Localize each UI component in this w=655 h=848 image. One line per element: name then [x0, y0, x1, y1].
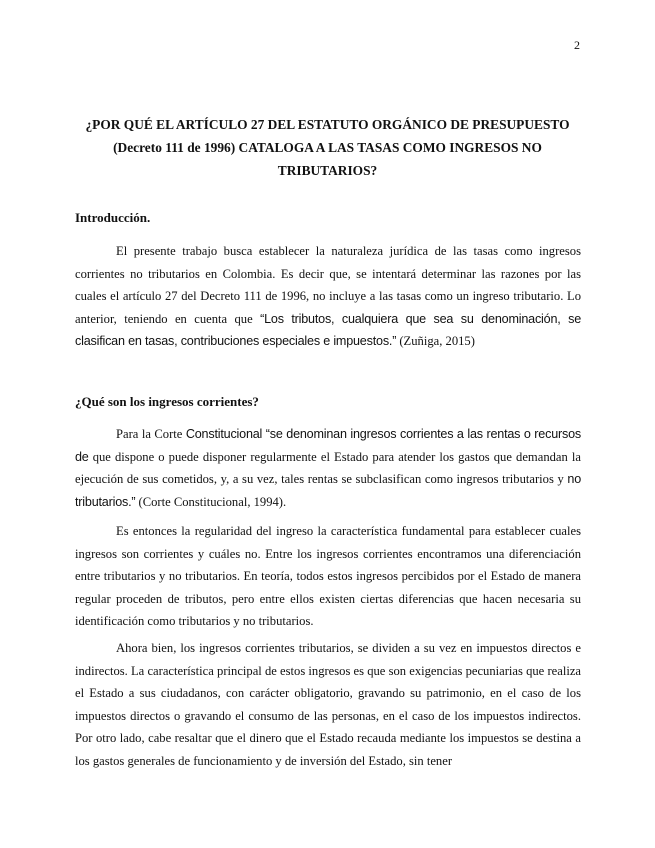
title-line-2: (Decreto 111 de 1996) CATALOGA A LAS TASAS COMO INGRESOS NO	[113, 140, 542, 155]
title-line-3: TRIBUTARIOS?	[277, 163, 378, 178]
ingresos-p1-rest: que dispone o puede disponer regularmente el Estado para atender los gastos que demandan la ejecución de sus cometidos, y, a su vez, tales rentas se subclasifican como ingresos tributarios y	[75, 449, 581, 487]
ingresos-paragraph-1	[75, 423, 581, 513]
intro-citation: (Zuñiga, 2015)	[396, 334, 475, 349]
ingresos-p1-quote: Constitucional “se denominan ingresos corrientes a las rentas o recursos de	[75, 427, 581, 464]
ingresos-heading: ¿Qué son los ingresos corrientes?	[75, 394, 259, 409]
page-number: 2	[574, 38, 580, 52]
ingresos-p1-text: Para la Corte	[116, 427, 186, 441]
intro-heading: Introducción.	[75, 210, 151, 225]
ingresos-p1-citation: (Corte Constitucional, 1994).	[135, 494, 287, 509]
intro-quote: “Los tributos, cualquiera que sea su denominación, se clasifican en tasas, contribuciones especiales e impuestos.”	[75, 311, 582, 349]
ingresos-paragraph-3: Ahora bien, los ingresos corrientes tributarios, se dividen a su vez en impuestos directos e indirectos. La característica principal de estos ingresos es que son exigencias pecuniarias que realiza el Estado a sus ciudadanos, con carácter obligatorio, gravando su patrimonio, en el caso de los impuestos directos o gravando el consumo de las personas, en el caso de los impuestos indirectos. Por otro lado, cabe resaltar que el dinero que el Estado recauda mediante los impuestos se destina a los gastos generales de funcionamiento y de inversión del Estado, sin tener	[75, 641, 581, 768]
intro-paragraph	[75, 240, 581, 353]
title-line-1: ¿POR QUÉ EL ARTÍCULO 27 DEL ESTATUTO ORGÁNICO DE PRESUPUESTO	[85, 117, 570, 132]
document-title	[75, 113, 580, 182]
intro-text: El presente trabajo busca establecer la naturaleza jurídica de las tasas como ingresos corrientes no tributarios en Colombia. Es decir que, se intentará determinar las razones por las cuales el artículo 27 del Decreto 111 de 1996, no incluye a las tasas como un ingreso tributario. Lo anterior, teniendo en cuenta que	[75, 244, 581, 326]
ingresos-paragraph-2: Es entonces la regularidad del ingreso la característica fundamental para establecer cuales ingresos son corrientes y cuáles no. Entre los ingresos corrientes encontramos una diferenciación entre tributarios y no tributarios. En teoría, todos estos ingresos percibidos por el Estado de manera regular proceden de tributos, pero entre ellos existen ciertas diferencias que hacen necesaria su identificación como tributarios y no tributarios.	[75, 524, 581, 629]
ingresos-p1-quote-2: no tributarios.”	[75, 472, 581, 509]
